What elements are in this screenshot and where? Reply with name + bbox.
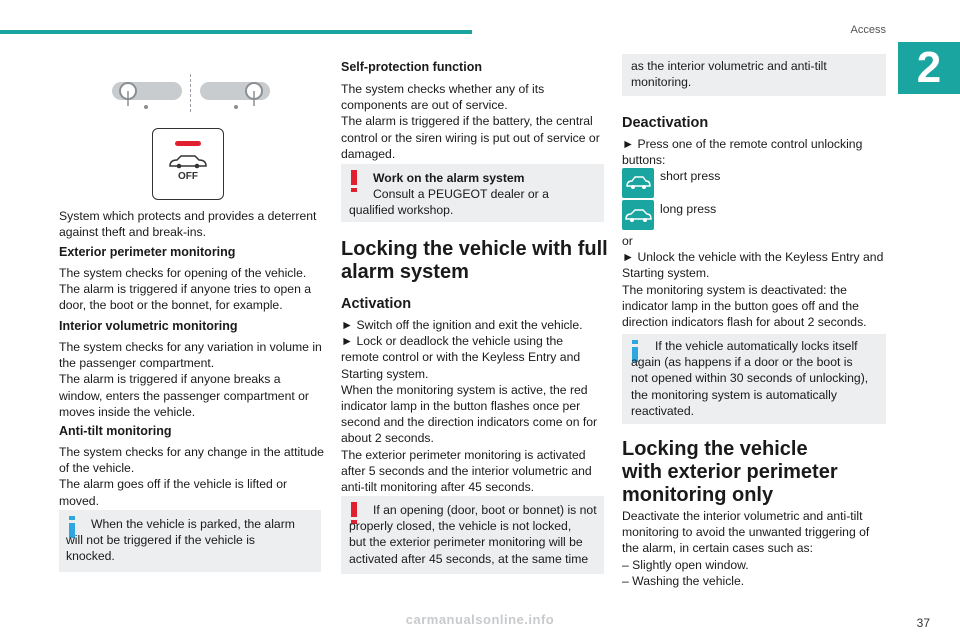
- intro-text: System which protects and provides a deterrent against theft and break-ins.: [59, 209, 317, 240]
- info-note-text: If the vehicle automatically locks itself again (as happens if a door or the boot is not opened within 30 seconds of unlocking), the monitoring system is automatically reactivated.: [631, 339, 869, 418]
- alarm-indicator-lamp: [175, 141, 201, 146]
- section-title: Access: [850, 24, 886, 36]
- warning-note-work: [341, 164, 604, 222]
- interior-text: The system checks for any variation in volume in the passenger compartment. The alarm is triggered if anyone breaks a window, enters the passenger compartment or moves inside the vehicle.: [59, 340, 322, 419]
- warning-note-opening: [341, 496, 604, 574]
- watermark: carmanualsonline.info: [405, 612, 555, 627]
- unlock-short-press-icon: [622, 168, 654, 198]
- antitilt-heading: Anti-tilt monitoring: [59, 424, 172, 438]
- car-top-view-left-icon: [110, 74, 186, 110]
- locking-exterior-text: Deactivate the interior volumetric and anti-tilt monitoring to avoid the unwanted triggering of the alarm, in certain cases such as: – Slightly open window. – Washing the vehicle.: [622, 509, 870, 588]
- info-note-text: When the vehicle is parked, the alarm will not be triggered if the vehicle is knocked.: [66, 517, 295, 564]
- interior-heading: Interior volumetric monitoring: [59, 319, 238, 333]
- page-number: 37: [916, 616, 930, 630]
- figure-divider: [190, 74, 191, 112]
- warning-note-text: If an opening (door, boot or bonnet) is not properly closed, the vehicle is not locked, but the exterior perimeter monitoring will be activated after 45 seconds, at the same time: [349, 503, 597, 566]
- note-continuation: [622, 54, 886, 96]
- warning-text: Consult a PEUGEOT dealer or a qualified workshop.: [349, 187, 549, 218]
- car-icon: [622, 200, 654, 230]
- selfprot-heading: Self-protection function: [341, 60, 482, 74]
- long-press-label: long press: [660, 202, 717, 216]
- activation-heading: Activation: [341, 296, 412, 312]
- antitilt-text: The system checks for any change in the attitude of the vehicle. The alarm goes off if the vehicle is lifted or moved.: [59, 445, 324, 508]
- deactivation-text-2: or ► Unlock the vehicle with the Keyless Entry and Starting system. The monitoring system is deactivated: the indicator lamp in the button goes off and the direction indicators flash for about 2 seconds.: [622, 234, 884, 330]
- note-continuation-text: as the interior volumetric and anti-tilt monitoring.: [631, 59, 827, 90]
- deactivation-heading: Deactivation: [622, 115, 709, 131]
- exterior-text: The system checks for opening of the vehicle. The alarm is triggered if anyone tries to open a door, the boot or the bonnet, for example.: [59, 266, 312, 313]
- info-note-relock: [622, 334, 886, 424]
- header-accent-bar: [0, 30, 472, 34]
- warning-title: Work on the alarm system: [373, 171, 525, 185]
- locking-exterior-heading: Locking the vehicle with exterior perimeter monitoring only: [622, 438, 838, 506]
- alarm-car-icon: [167, 155, 209, 169]
- exterior-heading: Exterior perimeter monitoring: [59, 245, 236, 259]
- car-icon: [622, 168, 654, 198]
- activation-text: ► Switch off the ignition and exit the vehicle. ► Lock or deadlock the vehicle using the remote control or with the Keyless Entry and Starting system. When the monitoring system is active, the red indicator lamp in the button flashes once per second and the direction indicators come on for about 2 seconds. The exterior perimeter monitoring is activated after 5 seconds and the interior volumetric and anti-tilt monitoring after 45 seconds.: [341, 318, 598, 495]
- alarm-button-label: OFF: [178, 171, 198, 182]
- alarm-button-icon: [152, 128, 224, 200]
- selfprot-text: The system checks whether any of its components are out of service. The alarm is triggered if the battery, the central control or the siren wiring is put out of service or damaged.: [341, 82, 600, 161]
- deactivation-text: ► Press one of the remote control unlocking buttons:: [622, 137, 863, 168]
- chapter-tab: 2: [898, 42, 960, 94]
- locking-full-alarm-heading: Locking the vehicle with full alarm system: [341, 238, 608, 283]
- car-top-view-right-icon: [196, 74, 272, 110]
- short-press-label: short press: [660, 169, 721, 183]
- info-note-parked: [59, 510, 321, 572]
- unlock-long-press-icon: [622, 200, 654, 230]
